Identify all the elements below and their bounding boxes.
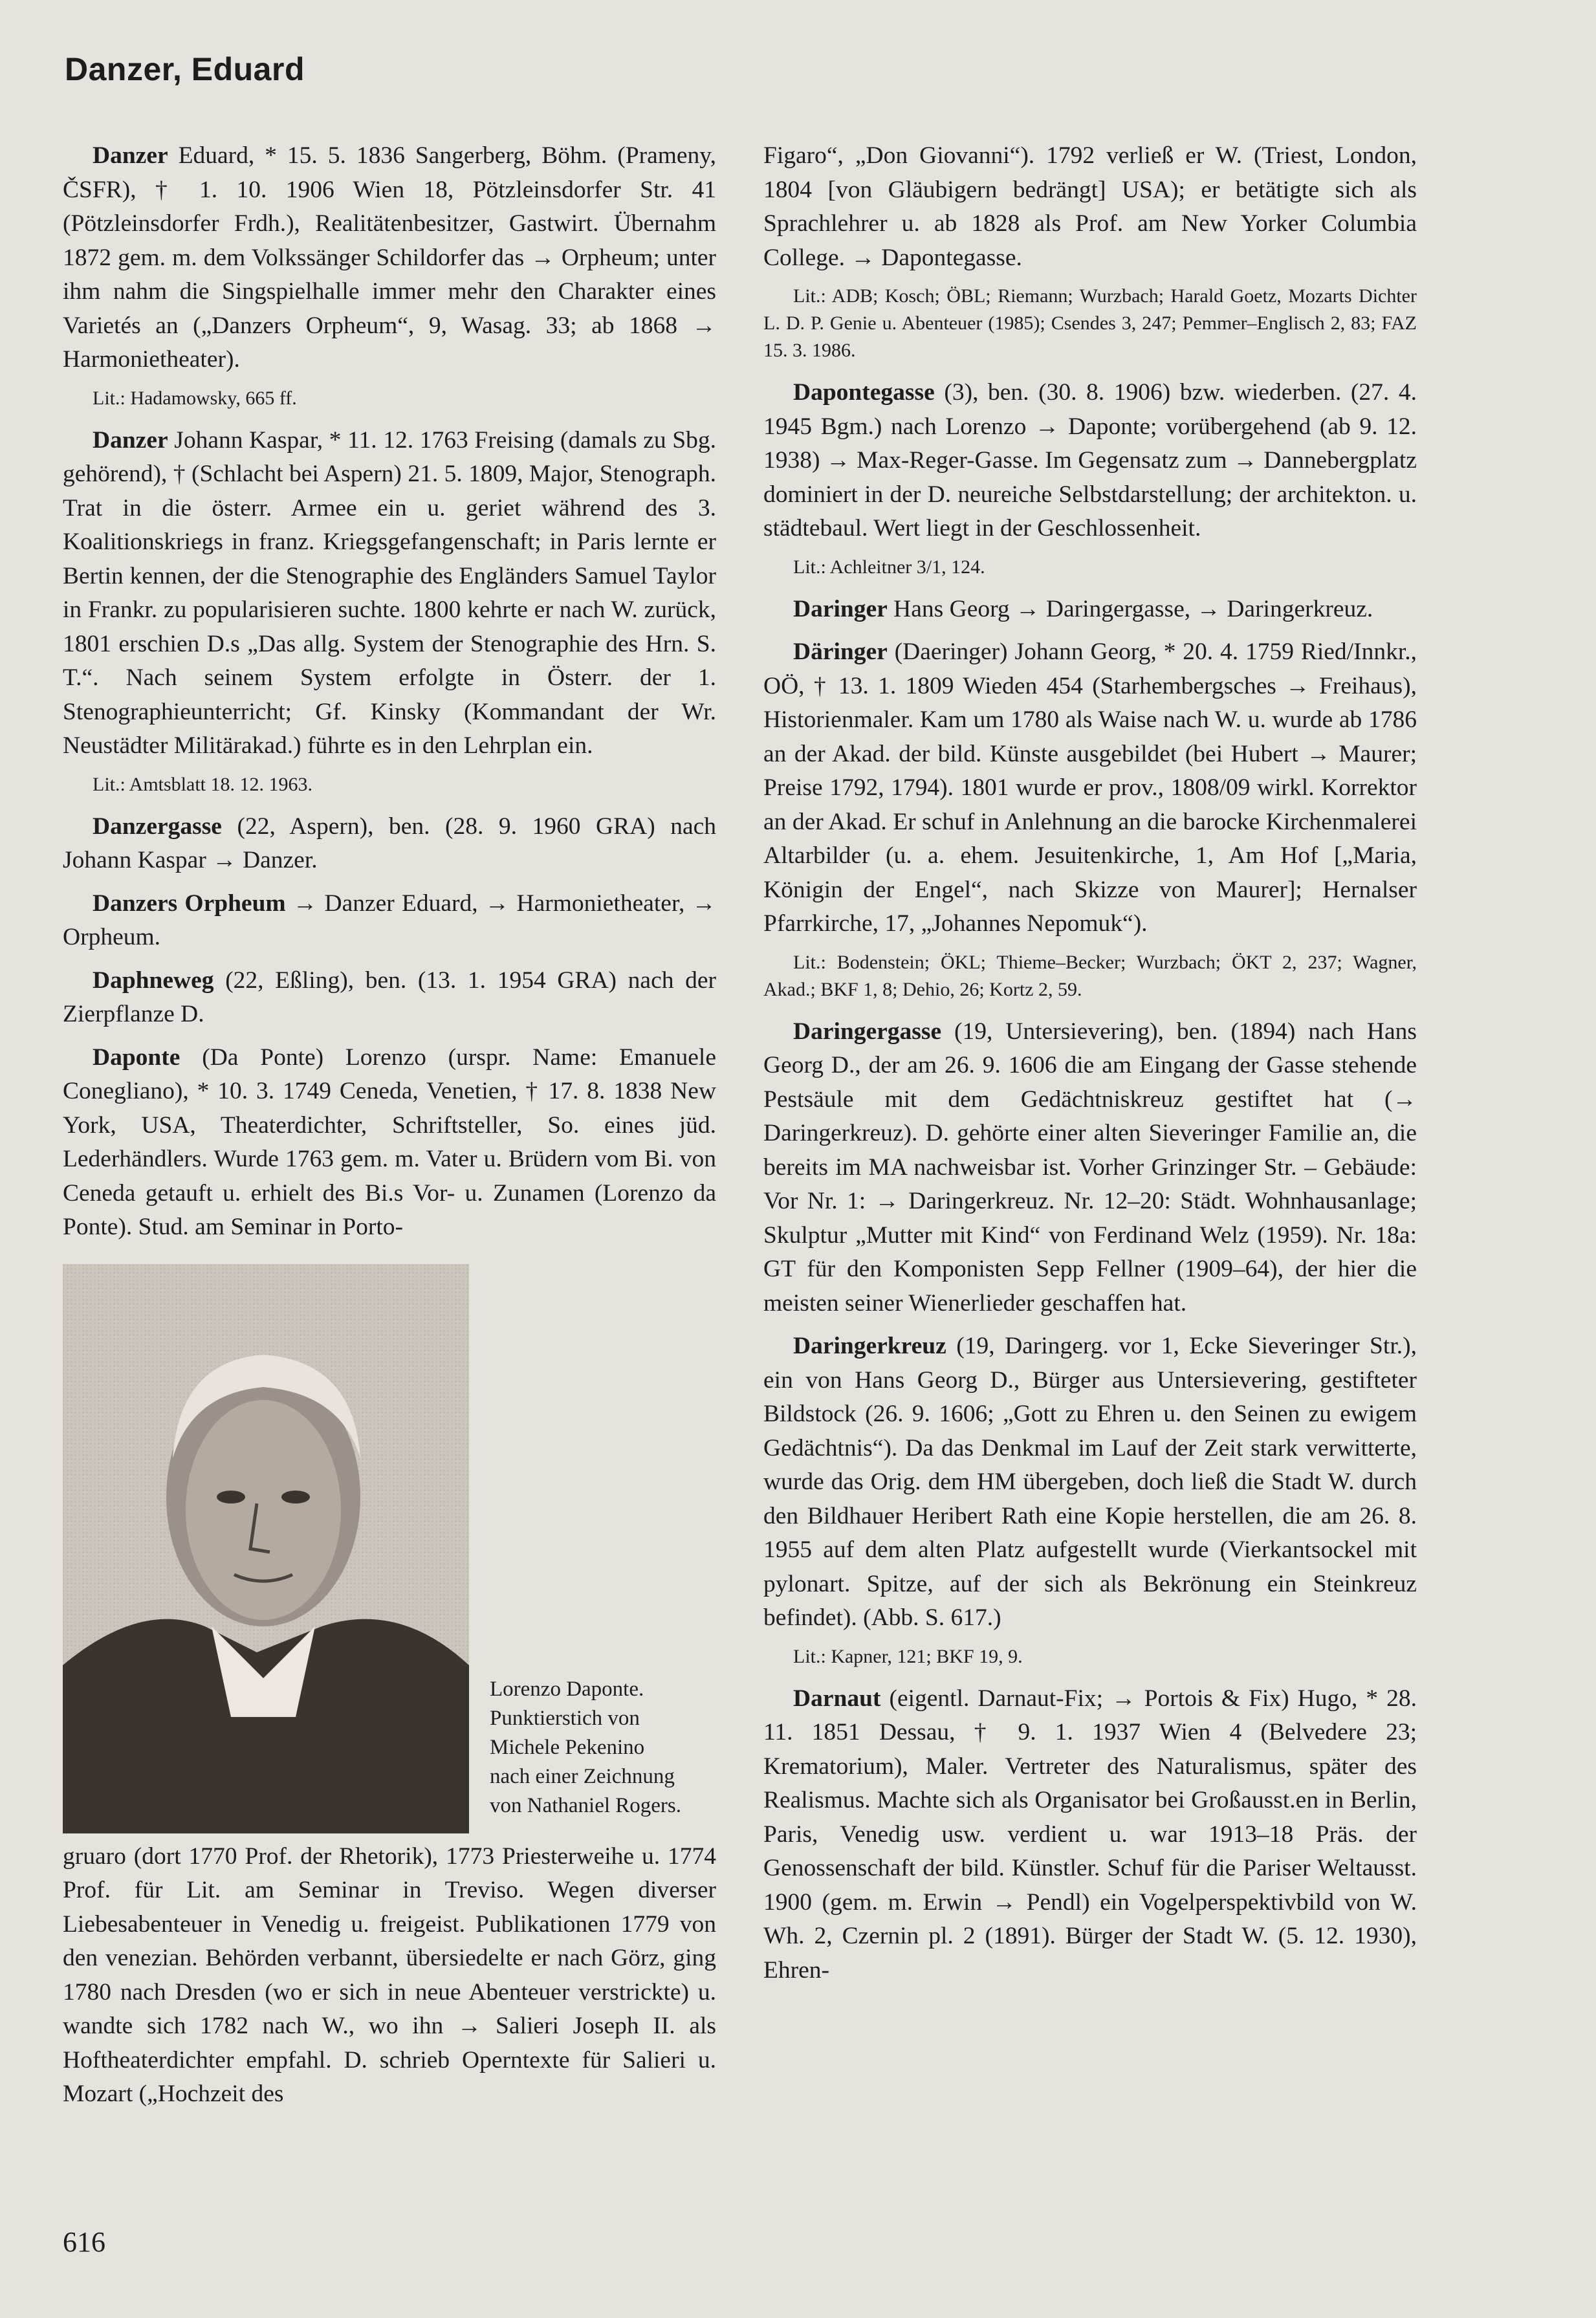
entry-text: (Da Ponte) Lorenzo (urspr. Name: Emanuele Conegliano), * 10. 3. 1749 Ceneda, Venetien, † 17. 8. 1838 New York, USA, Theaterdichter, Schriftsteller, So. eines jüd. Lederhändlers. Wurde 1763 gem. m. Vater u. Brüdern vom Bi. von Ceneda getauft u. erhielt des Bi.s Vor- u. Zunamen (Lorenzo da Ponte). Stud. am Seminar in Porto- [63,1044,716,1240]
entry-lemma: Darnaut [793,1685,881,1712]
entry-literature: Lit.: Hadamowsky, 665 ff. [93,387,297,409]
entry [763,635,1417,941]
entry [763,593,1417,627]
portrait-caption [490,1675,716,1821]
entry-text: (Daeringer) Johann Georg, * 20. 4. 1759 Ried/Innkr., OÖ, † 13. 1. 1809 Wieden 454 (Starhembergsches → Freihaus), Historienmaler. Kam um 1780 als Waise nach W. u. wurde ab 1786 an der Akad. der bild. Künste ausgebildet (bei Hubert → Maurer; Preise 1792, 1794). 1801 wurde er prov., 1808/09 wirkl. Korrektor an der Akad. Er schuf in Anlehnung an die barocke Kirchenmalerei Altarbilder (u. a. ehem. Jesuitenkirche, 1, Am Hof [„Maria, Königin der Engel“, nach Skizze von Maurer]; Hernalser Pfarrkirche, 17, „Johannes Nepomuk“). [763,639,1417,937]
entry-text: (22, Aspern), ben. (28. 9. 1960 GRA) nach Johann Kaspar → Danzer. [63,813,716,873]
entry-continuation: Figaro“, „Don Giovanni“). 1792 verließ er W. (Triest, London, 1804 [von Gläubigern bedrängt] USA); er betätigte sich als Sprachlehrer u. ab 1828 als Prof. am New Yorker Columbia College. → Dapontegasse. [763,142,1417,271]
caption-line: Michele Pekenino [490,1735,645,1759]
portrait-engraving [63,1264,469,1833]
left-column [63,139,716,2121]
entry-lemma: Danzergasse [93,813,222,840]
entry-literature: Lit.: ADB; Kosch; ÖBL; Riemann; Wurzbach; Harald Goetz, Mozarts Dichter L. D. P. Genie u. Abenteuer (1985); Csendes 3, 247; Pemmer–Englisch 2, 83; FAZ 15. 3. 1986. [763,285,1417,361]
entry-lemma: Dapontegasse [793,379,935,406]
entry-text: (19, Untersievering), ben. (1894) nach Hans Georg D., der am 26. 9. 1606 die am Eingang der Gasse stehende Pestsäule mit dem Gedächtniskreuz gestiftet hat (→ Daringerkreuz). D. gehörte einer alten Sieveringer Familie an, die bereits im MA nachweisbar ist. Vorher Grinzinger Str. – Gebäude: Vor Nr. 1: → Daringerkreuz. Nr. 12–20: Städt. Wohnhausanlage; Skulptur „Mutter mit Kind“ von Ferdinand Welz (1959). Nr. 18a: GT für den Komponisten Sepp Fellner (1909–64), der hier die meisten seiner Wienerlieder geschaffen hat. [763,1018,1417,1317]
entry [763,1682,1417,1988]
entry-text: Hans Georg → Daringergasse, → Daringerkreuz. [887,595,1373,622]
entry [63,424,716,763]
entry-lemma: Daringer [793,595,888,622]
entry-text: (22, Eßling), ben. (13. 1. 1954 GRA) nach der Zierpflanze D. [63,967,716,1027]
entry [63,964,716,1032]
running-head: Danzer, Eduard [65,51,305,87]
entry-lemma: Daringergasse [793,1018,942,1045]
entry [763,1015,1417,1321]
entry-text: (19, Daringerg. vor 1, Ecke Sieveringer Str.), ein von Hans Georg D., Bürger aus Untersievering, gestifteter Bildstock (26. 9. 1606; „Gott zu Ehren u. den Seinen zu ewigem Gedächtnis“). Da das Denkmal im Lauf der Zeit stark verwitterte, wurde das Orig. dem HM übergeben, doch ließ die Stadt W. durch den Bildhauer Heribert Rath eine Kopie herstellen, die am 26. 8. 1955 auf dem alten Platz aufgestellt wurde (Vierkantsockel mit pylonart. Spitze, auf der sich als Bekrönung ein Steinkreuz befindet). (Abb. S. 617.) [763,1333,1417,1631]
entry-lemma: Daponte [93,1044,180,1071]
entry [63,139,716,377]
entry [763,1329,1417,1635]
entry-lemma: Daringerkreuz [793,1333,946,1359]
caption-line: Punktierstich von [490,1706,640,1730]
entry [63,887,716,955]
entry-text: Eduard, * 15. 5. 1836 Sangerberg, Böhm. (Prameny, ČSFR), † 1. 10. 1906 Wien 18, Pötzleinsdorfer Str. 41 (Pötzleinsdorfer Frdh.), Realitätenbesitzer, Gastwirt. Übernahm 1872 gem. m. dem Volkssänger Schildorfer das → Orpheum; unter ihm nahm die Singspielhalle immer mehr den Charakter eines Varietés an („Danzers Orpheum“, 9, Wasag. 33; ab 1868 → Harmonietheater). [63,142,716,373]
caption-line: von Nathaniel Rogers. [490,1793,682,1817]
entry-literature: Lit.: Kapner, 121; BKF 19, 9. [793,1645,1023,1667]
entry-continuation: gruaro (dort 1770 Prof. der Rhetorik), 1773 Priesterweihe u. 1774 Prof. für Lit. am Seminar in Treviso. Wegen diverser Liebesabenteuer in Venedig u. freigeist. Publikationen 1779 von den venezian. Behörden verbannt, übersiedelte er nach Görz, ging 1780 nach Dresden (wo er sich in neue Abenteuer verstrickte) u. wandte sich 1782 nach W., wo ihn → Salieri Joseph II. als Hoftheaterdichter empfahl. D. schrieb Operntexte für Salieri u. Mozart („Hochzeit des [63,1842,716,2107]
entry-lemma: Danzer [93,142,168,169]
entry-lemma: Danzers Orpheum [93,890,286,917]
entry-literature: Lit.: Amtsblatt 18. 12. 1963. [93,773,313,795]
entry-text: → Danzer Eduard, → Harmonietheater, → Orpheum. [63,890,716,950]
portrait-figure [63,1264,716,1821]
entry-lemma: Däringer [793,639,888,665]
entry-text: Johann Kaspar, * 11. 12. 1763 Freising (damals zu Sbg. gehörend), † (Schlacht bei Aspern) 21. 5. 1809, Major, Stenograph. Trat in die österr. Armee ein u. geriet während des 3. Koalitionskriegs in franz. Kriegsgefangenschaft; in Paris lernte er Bertin kennen, der die Stenographie des Engländers Samuel Taylor in Frankr. zu popularisieren suchte. 1800 kehrte er nach W. zurück, 1801 erschien D.s „Das allg. System der Stenographie des Hrn. S. T.“. Nach seinem System erfolgte in Österr. der 1. Stenographieunterricht; Gf. Kinsky (Kommandant der Wr. Neustädter Militärakad.) führte es in den Lehrplan ein. [63,426,716,759]
entry-text: (3), ben. (30. 8. 1906) bzw. wiederben. (27. 4. 1945 Bgm.) nach Lorenzo → Daponte; vorübergehend (ab 9. 12. 1938) → Max-Reger-Gasse. Im Gegensatz zum → Dannebergplatz dominiert in der D. neureiche Selbstdarstellung; der architekton. u. städtebaul. Wert liegt in der Geschlossenheit. [763,379,1417,541]
portrait-illustration [63,1264,469,1833]
entry [763,376,1417,546]
caption-line: nach einer Zeichnung [490,1764,675,1788]
entry-lemma: Danzer [93,426,168,454]
entry-literature: Lit.: Achleitner 3/1, 124. [793,556,985,578]
entry [63,810,716,878]
right-column [763,139,1417,1996]
page-number: 616 [63,2226,105,2258]
caption-line: Lorenzo Daponte. [490,1677,644,1701]
entry-text: (eigentl. Darnaut-Fix; → Portois & Fix) Hugo, * 28. 11. 1851 Dessau, † 9. 1. 1937 Wien 4 (Belvedere 23; Krematorium), Maler. Vertreter des Naturalismus, später des Realismus. Machte sich als Organisator bei Großausst.en in Berlin, Paris, Venedig usw. verdient u. war 1913–18 Präs. der Genossenschaft der bild. Künstler. Schuf für die Pariser Weltausst. 1900 (gem. m. Erwin → Pendl) ein Vogelperspektivbild von W. Wh. 2, Czernin pl. 2 (1891). Bürger der Stadt W. (5. 12. 1930), Ehren- [763,1685,1417,1984]
entry-literature: Lit.: Bodenstein; ÖKL; Thieme–Becker; Wurzbach; ÖKT 2, 237; Wagner, Akad.; BKF 1, 8; Dehio, 26; Kortz 2, 59. [763,951,1417,1000]
entry [63,1041,716,1245]
entry-lemma: Daphneweg [93,967,214,994]
